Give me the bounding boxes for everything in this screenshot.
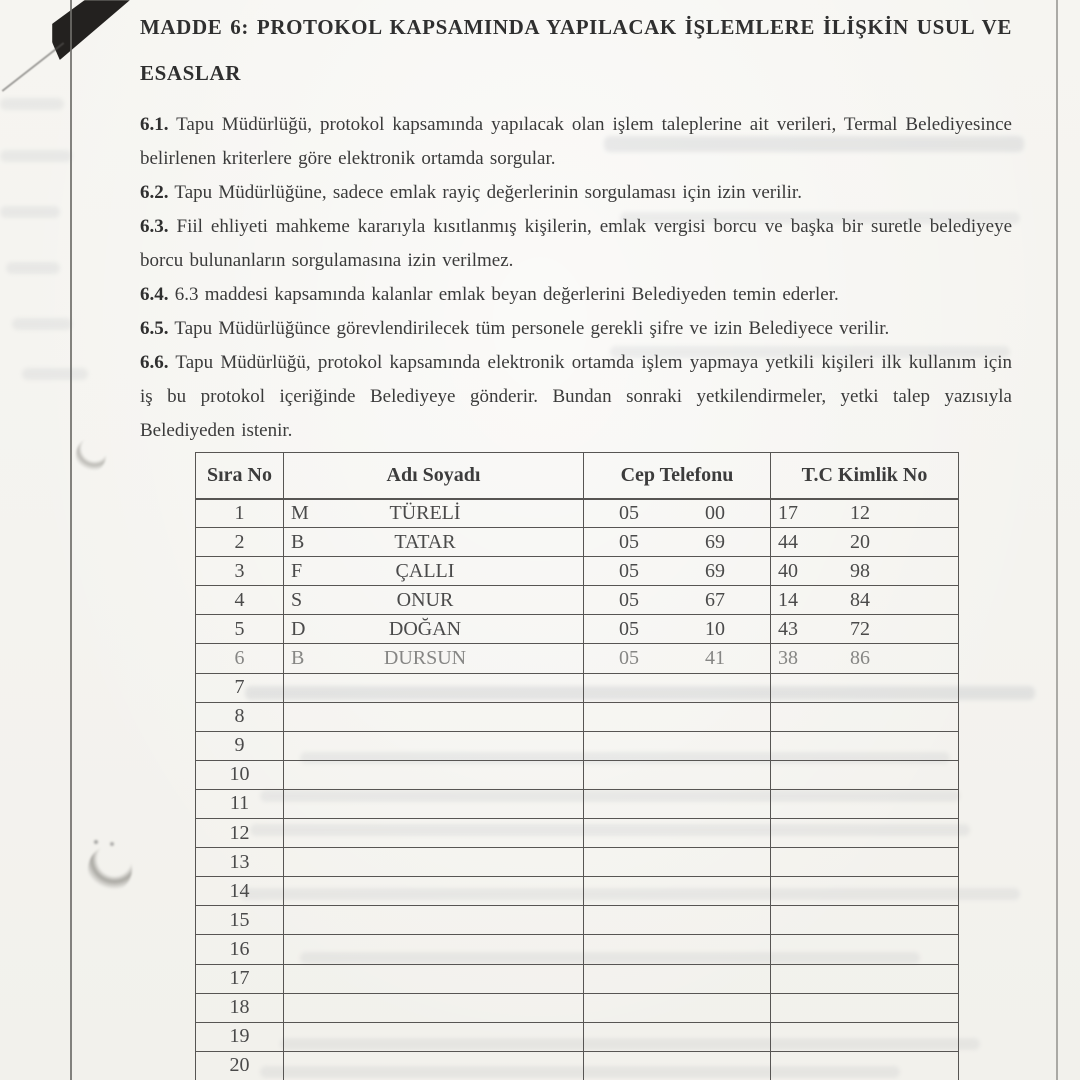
cell-sira-no: 8 bbox=[196, 702, 284, 731]
table-row bbox=[196, 964, 959, 993]
surname: DOĞAN bbox=[388, 617, 462, 640]
table-row bbox=[196, 877, 959, 906]
table-row bbox=[196, 1022, 959, 1051]
surname: ÇALLI bbox=[395, 559, 455, 582]
clause-number: 6.6. bbox=[140, 352, 169, 373]
cell-sira-no: 10 bbox=[196, 760, 284, 789]
clause-number: 6.3. bbox=[140, 216, 169, 237]
col-header-cep-telefonu: Cep Telefonu bbox=[584, 453, 771, 499]
phone-suffix: 10 bbox=[705, 617, 725, 640]
bleed-through-artifact bbox=[12, 318, 72, 330]
clause-text: Tapu Müdürlüğüne, sadece emlak rayiç değerlerinin sorgulaması için izin verilir. bbox=[174, 182, 802, 203]
table-row bbox=[196, 935, 959, 964]
cell-adi-soyadi bbox=[284, 789, 584, 818]
cell-tc-kimlik-no bbox=[771, 789, 959, 818]
id-suffix: 86 bbox=[850, 647, 870, 670]
table-row bbox=[196, 906, 959, 935]
clause-list bbox=[140, 108, 1012, 448]
table-row bbox=[196, 993, 959, 1022]
cell-tc-kimlik-no bbox=[771, 848, 959, 877]
table-row bbox=[196, 819, 959, 848]
phone-prefix: 05 bbox=[619, 588, 639, 611]
cell-adi-soyadi bbox=[284, 819, 584, 848]
id-prefix: 14 bbox=[778, 588, 798, 611]
cell-adi-soyadi bbox=[284, 848, 584, 877]
name-initial: B bbox=[291, 647, 305, 670]
bleed-through-artifact bbox=[6, 262, 60, 274]
phone-prefix: 05 bbox=[619, 501, 639, 524]
cell-tc-kimlik-no bbox=[771, 993, 959, 1022]
table-row bbox=[196, 557, 959, 586]
cell-sira-no: 11 bbox=[196, 789, 284, 818]
phone-suffix: 69 bbox=[705, 559, 725, 582]
cell-sira-no: 1 bbox=[196, 499, 284, 528]
cell-cep-telefonu bbox=[584, 557, 771, 586]
surname: ONUR bbox=[396, 588, 454, 611]
name-initial: F bbox=[291, 559, 303, 582]
surname: TATAR bbox=[394, 530, 456, 553]
cell-sira-no: 14 bbox=[196, 877, 284, 906]
clause bbox=[140, 346, 1012, 448]
cell-tc-kimlik-no bbox=[771, 731, 959, 760]
cell-tc-kimlik-no bbox=[771, 964, 959, 993]
cell-sira-no: 7 bbox=[196, 673, 284, 702]
table-row bbox=[196, 615, 959, 644]
cell-cep-telefonu bbox=[584, 1051, 771, 1080]
cell-sira-no: 18 bbox=[196, 993, 284, 1022]
surname: DURSUN bbox=[383, 647, 467, 670]
cell-sira-no: 4 bbox=[196, 586, 284, 615]
cell-cep-telefonu bbox=[584, 906, 771, 935]
cell-tc-kimlik-no bbox=[771, 760, 959, 789]
cell-tc-kimlik-no bbox=[771, 644, 959, 673]
cell-adi-soyadi bbox=[284, 993, 584, 1022]
cell-sira-no: 19 bbox=[196, 1022, 284, 1051]
cell-adi-soyadi bbox=[284, 557, 584, 586]
id-prefix: 17 bbox=[778, 501, 798, 524]
cell-adi-soyadi bbox=[284, 644, 584, 673]
table-row bbox=[196, 499, 959, 528]
clause bbox=[140, 312, 1012, 346]
smudge-mark bbox=[88, 846, 132, 892]
clause bbox=[140, 176, 1012, 210]
bleed-through-artifact bbox=[0, 98, 64, 110]
cell-tc-kimlik-no bbox=[771, 877, 959, 906]
id-prefix: 40 bbox=[778, 559, 798, 582]
cell-tc-kimlik-no bbox=[771, 586, 959, 615]
right-fold-line bbox=[1056, 0, 1058, 1080]
cell-cep-telefonu bbox=[584, 586, 771, 615]
id-prefix: 38 bbox=[778, 647, 798, 670]
cell-sira-no: 3 bbox=[196, 557, 284, 586]
clause bbox=[140, 210, 1012, 278]
id-suffix: 84 bbox=[850, 588, 870, 611]
cell-tc-kimlik-no bbox=[771, 557, 959, 586]
cell-adi-soyadi bbox=[284, 877, 584, 906]
table-row bbox=[196, 1051, 959, 1080]
cell-sira-no: 16 bbox=[196, 935, 284, 964]
cell-cep-telefonu bbox=[584, 789, 771, 818]
cell-adi-soyadi bbox=[284, 1022, 584, 1051]
phone-prefix: 05 bbox=[619, 617, 639, 640]
cell-cep-telefonu bbox=[584, 964, 771, 993]
cell-cep-telefonu bbox=[584, 644, 771, 673]
name-initial: M bbox=[291, 501, 309, 524]
clause-text: Fiil ehliyeti mahkeme kararıyla kısıtlanmış kişilerin, emlak vergisi borcu ve başka bir suretle belediyeye borcu bulunanların sorgulamasına izin verilmez. bbox=[140, 216, 1012, 271]
surname: TÜRELİ bbox=[389, 501, 461, 524]
cell-tc-kimlik-no bbox=[771, 702, 959, 731]
clause bbox=[140, 108, 1012, 176]
clause-number: 6.5. bbox=[140, 318, 169, 339]
cell-cep-telefonu bbox=[584, 993, 771, 1022]
table-row bbox=[196, 673, 959, 702]
bleed-through-artifact bbox=[22, 368, 88, 380]
id-prefix: 44 bbox=[778, 530, 798, 553]
id-suffix: 12 bbox=[850, 501, 870, 524]
cell-tc-kimlik-no bbox=[771, 906, 959, 935]
cell-sira-no: 12 bbox=[196, 819, 284, 848]
cell-cep-telefonu bbox=[584, 877, 771, 906]
id-suffix: 20 bbox=[850, 530, 870, 553]
cell-adi-soyadi bbox=[284, 673, 584, 702]
phone-suffix: 41 bbox=[705, 647, 725, 670]
cell-adi-soyadi bbox=[284, 615, 584, 644]
clause-text: Tapu Müdürlüğü, protokol kapsamında yapılacak olan işlem taleplerine ait verileri, Termal Belediyesince belirlenen kriterlere göre elektronik ortamda sorgular. bbox=[140, 114, 1012, 169]
cell-adi-soyadi bbox=[284, 964, 584, 993]
personnel-table bbox=[195, 452, 959, 1080]
cell-sira-no: 6 bbox=[196, 644, 284, 673]
phone-suffix: 69 bbox=[705, 530, 725, 553]
smudge-mark bbox=[76, 438, 106, 472]
name-initial: D bbox=[291, 617, 306, 640]
clause-number: 6.2. bbox=[140, 182, 169, 203]
table-row bbox=[196, 789, 959, 818]
cell-tc-kimlik-no bbox=[771, 528, 959, 557]
bleed-through-artifact bbox=[0, 150, 72, 162]
cell-cep-telefonu bbox=[584, 702, 771, 731]
cell-adi-soyadi bbox=[284, 935, 584, 964]
cell-cep-telefonu bbox=[584, 528, 771, 557]
cell-cep-telefonu bbox=[584, 673, 771, 702]
cell-adi-soyadi bbox=[284, 760, 584, 789]
cell-sira-no: 17 bbox=[196, 964, 284, 993]
table-row bbox=[196, 760, 959, 789]
phone-suffix: 67 bbox=[705, 588, 725, 611]
id-prefix: 43 bbox=[778, 617, 798, 640]
cell-cep-telefonu bbox=[584, 731, 771, 760]
table-header-row bbox=[196, 453, 959, 499]
clause-number: 6.1. bbox=[140, 114, 169, 135]
col-header-sira-no: Sıra No bbox=[196, 453, 284, 499]
phone-suffix: 00 bbox=[705, 501, 725, 524]
phone-prefix: 05 bbox=[619, 647, 639, 670]
cell-tc-kimlik-no bbox=[771, 499, 959, 528]
left-fold-line bbox=[70, 0, 72, 1080]
page-corner-shadow bbox=[52, 0, 130, 60]
cell-adi-soyadi bbox=[284, 731, 584, 760]
name-initial: B bbox=[291, 530, 305, 553]
cell-tc-kimlik-no bbox=[771, 1022, 959, 1051]
cell-cep-telefonu bbox=[584, 499, 771, 528]
cell-adi-soyadi bbox=[284, 499, 584, 528]
col-header-adi-soyadi: Adı Soyadı bbox=[284, 453, 584, 499]
clause-number: 6.4. bbox=[140, 284, 169, 305]
name-initial: S bbox=[291, 588, 303, 611]
cell-tc-kimlik-no bbox=[771, 1051, 959, 1080]
table-row bbox=[196, 644, 959, 673]
page-corner-crease bbox=[2, 42, 65, 92]
cell-sira-no: 13 bbox=[196, 848, 284, 877]
cell-tc-kimlik-no bbox=[771, 615, 959, 644]
clause-text: 6.3 maddesi kapsamında kalanlar emlak beyan değerlerini Belediyeden temin ederler. bbox=[174, 284, 839, 305]
id-suffix: 98 bbox=[850, 559, 870, 582]
table-row bbox=[196, 848, 959, 877]
cell-adi-soyadi bbox=[284, 702, 584, 731]
cell-sira-no: 9 bbox=[196, 731, 284, 760]
clause-text: Tapu Müdürlüğü, protokol kapsamında elektronik ortamda işlem yapmaya yetkili kişileri ilk kullanım için iş bu protokol içeriğinde Belediyeye gönderir. Bundan sonraki yetkilendirmeler, yetki talep yazısıyla Belediyeden istenir. bbox=[140, 352, 1012, 441]
cell-adi-soyadi bbox=[284, 906, 584, 935]
cell-cep-telefonu bbox=[584, 935, 771, 964]
cell-cep-telefonu bbox=[584, 1022, 771, 1051]
cell-sira-no: 20 bbox=[196, 1051, 284, 1080]
col-header-tc-kimlik-no: T.C Kimlik No bbox=[771, 453, 959, 499]
table-row bbox=[196, 528, 959, 557]
cell-adi-soyadi bbox=[284, 586, 584, 615]
document-body bbox=[140, 4, 1012, 448]
cell-sira-no: 5 bbox=[196, 615, 284, 644]
cell-tc-kimlik-no bbox=[771, 935, 959, 964]
id-suffix: 72 bbox=[850, 617, 870, 640]
cell-cep-telefonu bbox=[584, 615, 771, 644]
cell-sira-no: 15 bbox=[196, 906, 284, 935]
table-row bbox=[196, 731, 959, 760]
clause bbox=[140, 278, 1012, 312]
cell-adi-soyadi bbox=[284, 1051, 584, 1080]
cell-cep-telefonu bbox=[584, 819, 771, 848]
clause-text: Tapu Müdürlüğünce görevlendirilecek tüm personele gerekli şifre ve izin Belediyece verilir. bbox=[174, 318, 890, 339]
cell-cep-telefonu bbox=[584, 848, 771, 877]
table-row bbox=[196, 702, 959, 731]
document-heading: MADDE 6: PROTOKOL KAPSAMINDA YAPILACAK İŞLEMLERE İLİŞKİN USUL VE ESASLAR bbox=[140, 15, 1012, 85]
cell-tc-kimlik-no bbox=[771, 673, 959, 702]
cell-tc-kimlik-no bbox=[771, 819, 959, 848]
phone-prefix: 05 bbox=[619, 530, 639, 553]
phone-prefix: 05 bbox=[619, 559, 639, 582]
cell-cep-telefonu bbox=[584, 760, 771, 789]
cell-sira-no: 2 bbox=[196, 528, 284, 557]
bleed-through-artifact bbox=[0, 206, 60, 218]
cell-adi-soyadi bbox=[284, 528, 584, 557]
table-row bbox=[196, 586, 959, 615]
